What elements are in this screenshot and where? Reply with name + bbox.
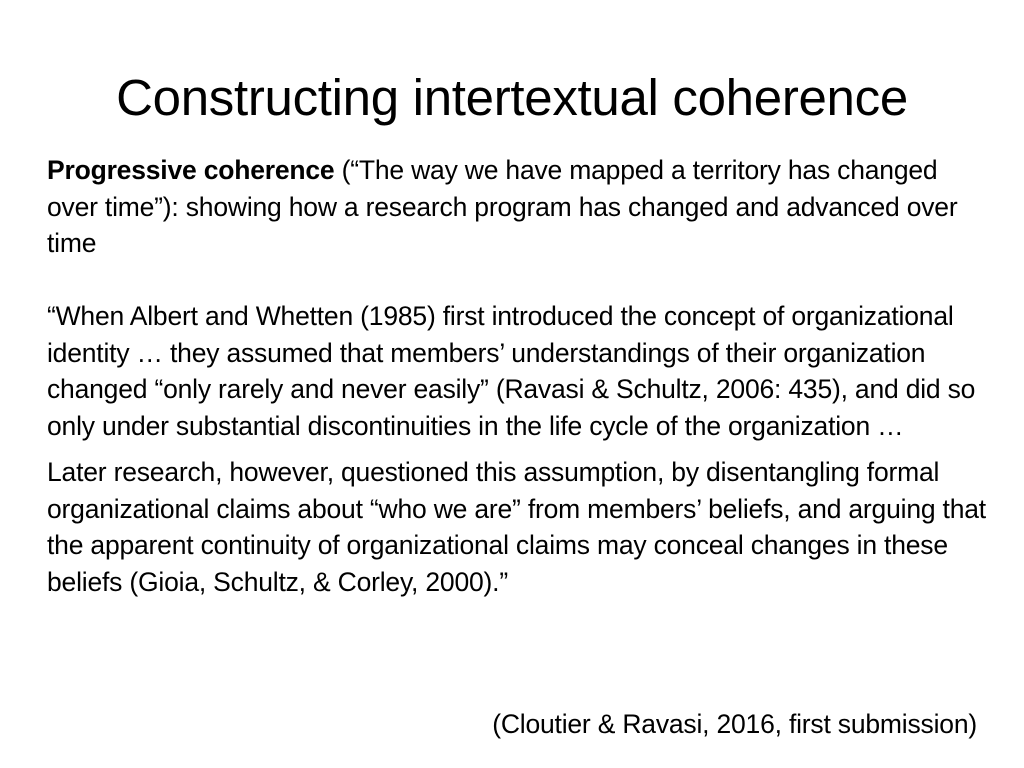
- citation: (Cloutier & Ravasi, 2016, first submission): [492, 709, 977, 739]
- paragraph-progressive-coherence: [47, 152, 987, 262]
- quote-paragraph-1: “When Albert and Whetten (1985) first introduced the concept of organizational identity … they assumed that members’ understandings of their organization changed “only rarely and never easily” (Ravasi & Schultz, 2006: 435), and did so only under substantial discontinuities in the life cycle of the organization …: [47, 301, 976, 441]
- slide-body: [47, 152, 987, 600]
- quote-paragraph-2: Later research, however, questioned this assumption, by disentangling formal organizational claims about “who we are” from members’ beliefs, and arguing that the apparent continuity of organizational claims may conceal changes in these beliefs (Gioia, Schultz, & Corley, 2000).”: [47, 457, 986, 597]
- slide-title: Constructing intertextual coherence: [116, 69, 908, 126]
- progressive-coherence-definition: (“The way we have mapped a territory has changed over time”): showing how a research program has changed and advanced over time: [47, 155, 958, 258]
- progressive-coherence-term: Progressive coherence: [47, 155, 335, 185]
